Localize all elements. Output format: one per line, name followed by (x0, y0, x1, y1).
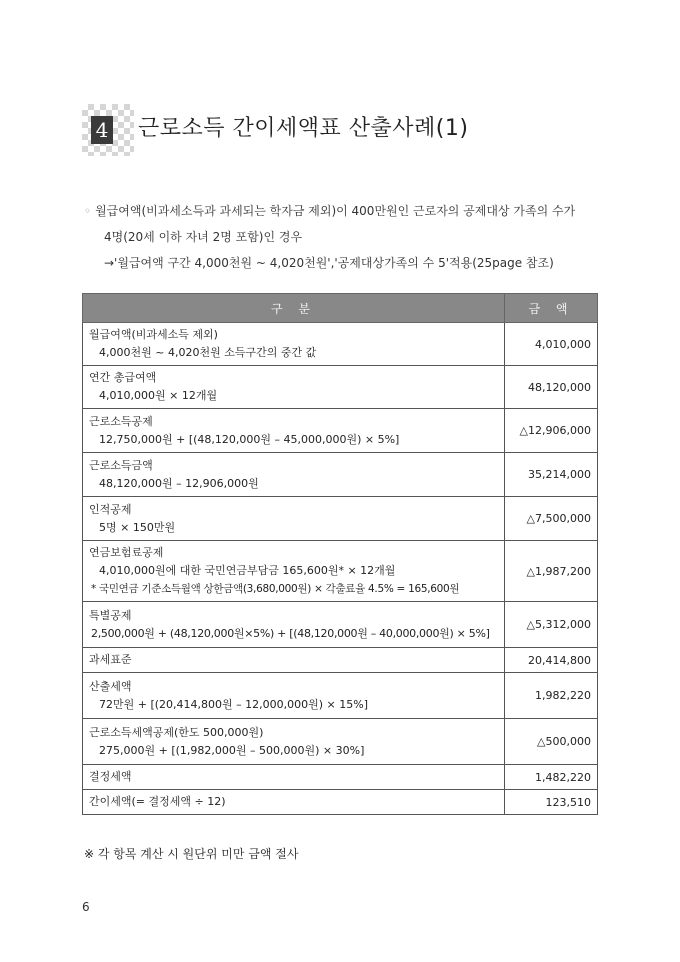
header-category: 구 분 (83, 294, 505, 323)
bullet-icon: ◦ (84, 204, 92, 218)
table-row (83, 409, 598, 453)
intro-line-3: →'월급여액 구간 4,000천원 ~ 4,020천원','공제대상가족의 수 5'적용(25page 참조) (104, 256, 554, 270)
row-label: 과세표준 (89, 653, 132, 666)
intro-text (84, 198, 604, 276)
table-row (83, 497, 598, 541)
table-row (83, 453, 598, 497)
row-description (83, 648, 505, 673)
row-amount: 20,414,800 (505, 648, 598, 673)
table-row (83, 648, 598, 673)
row-label: 연금보험료공제 (89, 546, 164, 559)
table-row (83, 673, 598, 719)
intro-line-1 (84, 198, 604, 224)
row-description (83, 497, 505, 541)
row-amount: 123,510 (505, 790, 598, 815)
row-amount: △5,312,000 (505, 602, 598, 648)
table-row (83, 323, 598, 366)
row-detail: 12,750,000원 + [(48,120,000원 – 45,000,000원) × 5%] (99, 432, 400, 446)
row-description (83, 765, 505, 790)
row-amount: △7,500,000 (505, 497, 598, 541)
table-row (83, 366, 598, 409)
row-description (83, 790, 505, 815)
row-detail: 2,500,000원 + (48,120,000원×5%) + [(48,120,000원 – 40,000,000원) × 5%] (91, 626, 490, 640)
row-label: 인적공제 (89, 502, 132, 516)
row-label: 월급여액(비과세소득 제외) (89, 328, 218, 341)
row-amount: 48,120,000 (505, 366, 598, 409)
row-footnote: * 국민연금 기준소득월액 상한금액(3,680,000원) × 각출료율 4.5% = 165,600원 (91, 583, 460, 595)
table-row (83, 719, 598, 765)
row-amount: 1,482,220 (505, 765, 598, 790)
row-detail: 72만원 + [(20,414,800원 – 12,000,000원) × 15%] (99, 697, 368, 711)
intro-line-2: 4명(20세 이하 자녀 2명 포함)인 경우 (104, 230, 303, 244)
row-label: 특별공제 (89, 608, 132, 622)
table-row (83, 602, 598, 648)
row-amount: △12,906,000 (505, 409, 598, 453)
section-title: 근로소득 간이세액표 산출사례(1) (138, 116, 469, 141)
tax-calculation-table (82, 293, 598, 815)
row-description (83, 453, 505, 497)
header-amount: 금 액 (505, 294, 598, 323)
table-row (83, 790, 598, 815)
row-detail: 5명 × 150만원 (99, 520, 176, 534)
row-description (83, 366, 505, 409)
row-amount: 35,214,000 (505, 453, 598, 497)
row-detail: 48,120,000원 – 12,906,000원 (99, 476, 259, 490)
row-label: 연간 총급여액 (89, 371, 157, 384)
row-description (83, 541, 505, 602)
section-number: 4 (91, 116, 113, 144)
row-label: 근로소득금액 (89, 458, 153, 472)
row-detail: 4,010,000원에 대한 국민연금부담금 165,600원* × 12개월 (99, 564, 396, 577)
row-label: 근로소득세액공제(한도 500,000원) (89, 725, 264, 739)
row-label: 결정세액 (89, 770, 132, 783)
intro-line-1-text: 월급여액(비과세소득과 과세되는 학자금 제외)이 400만원인 근로자의 공제대상 가족의 수가 (95, 204, 576, 218)
section-heading (82, 104, 602, 156)
row-amount: 4,010,000 (505, 323, 598, 366)
row-label: 간이세액(= 결정세액 ÷ 12) (89, 795, 226, 808)
row-label: 근로소득공제 (89, 414, 153, 428)
row-description (83, 409, 505, 453)
footnote: ※ 각 항목 계산 시 원단위 미만 금액 절사 (84, 847, 299, 861)
row-detail: 4,000천원 ~ 4,020천원 소득구간의 중간 값 (99, 346, 317, 359)
row-description (83, 719, 505, 765)
row-amount: △1,987,200 (505, 541, 598, 602)
row-amount: △500,000 (505, 719, 598, 765)
row-detail: 275,000원 + [(1,982,000원 – 500,000원) × 30%] (99, 743, 365, 757)
table-row (83, 765, 598, 790)
row-description (83, 602, 505, 648)
row-description (83, 673, 505, 719)
row-detail: 4,010,000원 × 12개월 (99, 389, 218, 402)
page-number: 6 (82, 900, 90, 914)
table-header-row (83, 294, 598, 323)
row-description (83, 323, 505, 366)
row-amount: 1,982,220 (505, 673, 598, 719)
row-label: 산출세액 (89, 679, 132, 693)
table-row (83, 541, 598, 602)
